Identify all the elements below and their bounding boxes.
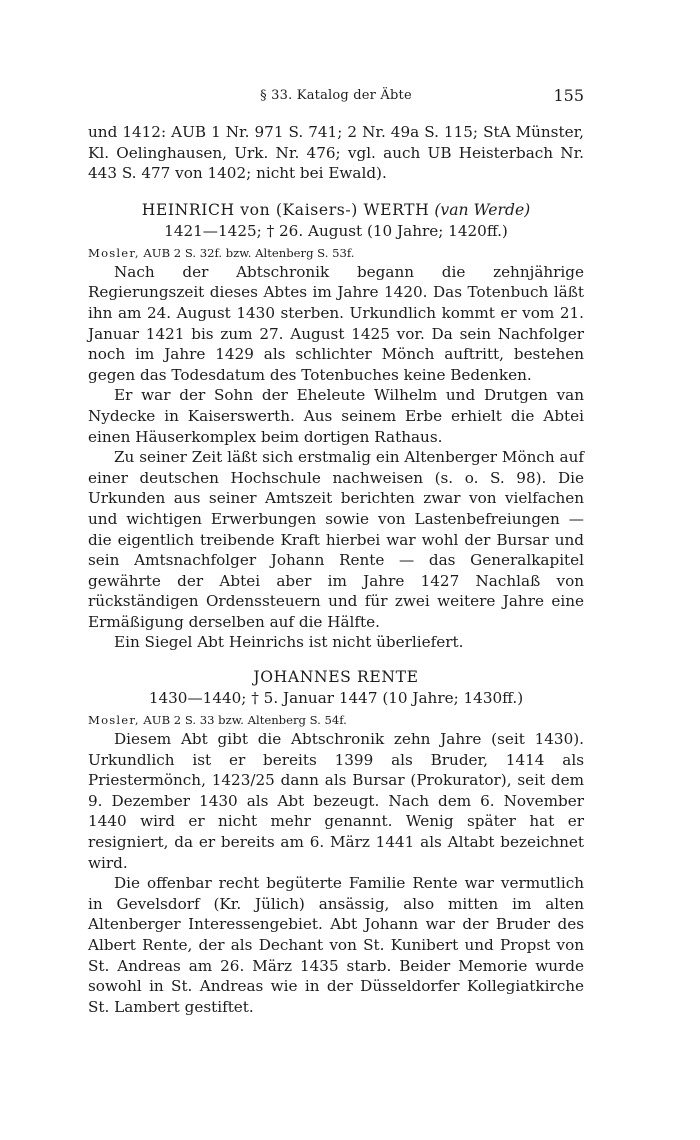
source-author: Mosler, [88, 713, 140, 728]
paragraph: Nach der Abtschronik begann die zehnjährige Regierungszeit dieses Abtes im Jahre 1420. Das Totenbuch läßt ihn am 24. August 1430 sterben. Urkundlich kommt er vom 21. Januar 1421 bis zum 27. August 1425 vor. Da sein Nachfolger noch im Jahre 1429 als schlichter Mönch auftritt, bestehen gegen das Todesdatum des Totenbuches keine Bedenken. [88, 262, 584, 384]
entry-sources [88, 244, 584, 262]
paragraph: Ein Siegel Abt Heinrichs ist nicht überliefert. [114, 633, 464, 652]
entry-dates: 1421—1425; † 26. August (10 Jahre; 1420ff.) [164, 221, 508, 240]
entry-name: JOHANNES RENTE [253, 668, 419, 687]
entry-heading-heinrich [88, 200, 584, 221]
entry-dates: 1430—1440; † 5. Januar 1447 (10 Jahre; 1430ff.) [148, 689, 524, 708]
running-head-title: § 33. Katalog der Äbte [260, 88, 412, 103]
page-number: 155 [553, 86, 584, 105]
source-reference: AUB 2 S. 33 bzw. Altenberg S. 54f. [139, 713, 347, 728]
paragraph: Er war der Sohn der Eheleute Wilhelm und Drutgen van Nydecke in Kaiserswerth. Aus seinem Erbe erhielt die Abtei einen Häuserkomplex beim dortigen Rathaus. [88, 386, 584, 446]
source-reference: AUB 2 S. 32f. bzw. Altenberg S. 53f. [139, 245, 355, 260]
continuation-paragraph: und 1412: AUB 1 Nr. 971 S. 741; 2 Nr. 49a S. 115; StA Münster, Kl. Oelinghausen, Urk. Nr. 476; vgl. auch UB Heisterbach Nr. 443 S. 477 von 1402; nicht bei Ewald). [88, 123, 584, 183]
entry-heading-johannes [88, 667, 584, 688]
entry-sources [88, 711, 584, 729]
source-author: Mosler, [88, 245, 140, 260]
paragraph: Zu seiner Zeit läßt sich erstmalig ein Altenberger Mönch auf einer deutschen Hochschule nachweisen (s. o. S. 98). Die Urkunden aus seiner Amtszeit berichten zwar von vielfachen und wichtigen Erwerbungen sowie von Lastenbefreiungen — die eigentlich treibende Kraft hierbei war wohl der Bursar und sein Amtsnachfolger Johann Rente — das Generalkapitel gewährte der Abtei aber im Jahre 1427 Nachlaß von rückständigen Ordenssteuern und für zwei weitere Jahre eine Ermäßigung derselben auf die Hälfte. [88, 448, 584, 631]
entry-name-variant: (van Werde) [434, 200, 531, 219]
running-head [88, 86, 584, 108]
body-text [88, 122, 584, 1017]
paragraph: Diesem Abt gibt die Abtschronik zehn Jahre (seit 1430). Urkundlich ist er bereits 1399 als Bruder, 1414 als Priestermönch, 1423/25 dann als Bursar (Prokurator), seit dem 9. Dezember 1430 als Abt bezeugt. Nach dem 6. November 1440 wird er nicht mehr genannt. Wenig später hat er resigniert, da er bereits am 6. März 1441 als Altabt bezeichnet wird. [88, 730, 584, 872]
paragraph: Die offenbar recht begüterte Familie Rente war vermutlich in Gevelsdorf (Kr. Jülich) ansässig, also mitten im alten Altenberger Interessengebiet. Abt Johann war der Bruder des Albert Rente, der als Dechant von St. Kunibert und Propst von St. Andreas am 26. März 1435 starb. Beider Memorie wurde sowohl in St. Andreas wie in der Düsseldorfer Kollegiatkirche St. Lambert gestiftet. [88, 874, 584, 1016]
entry-name: HEINRICH von (Kaisers-) WERTH [141, 200, 430, 219]
